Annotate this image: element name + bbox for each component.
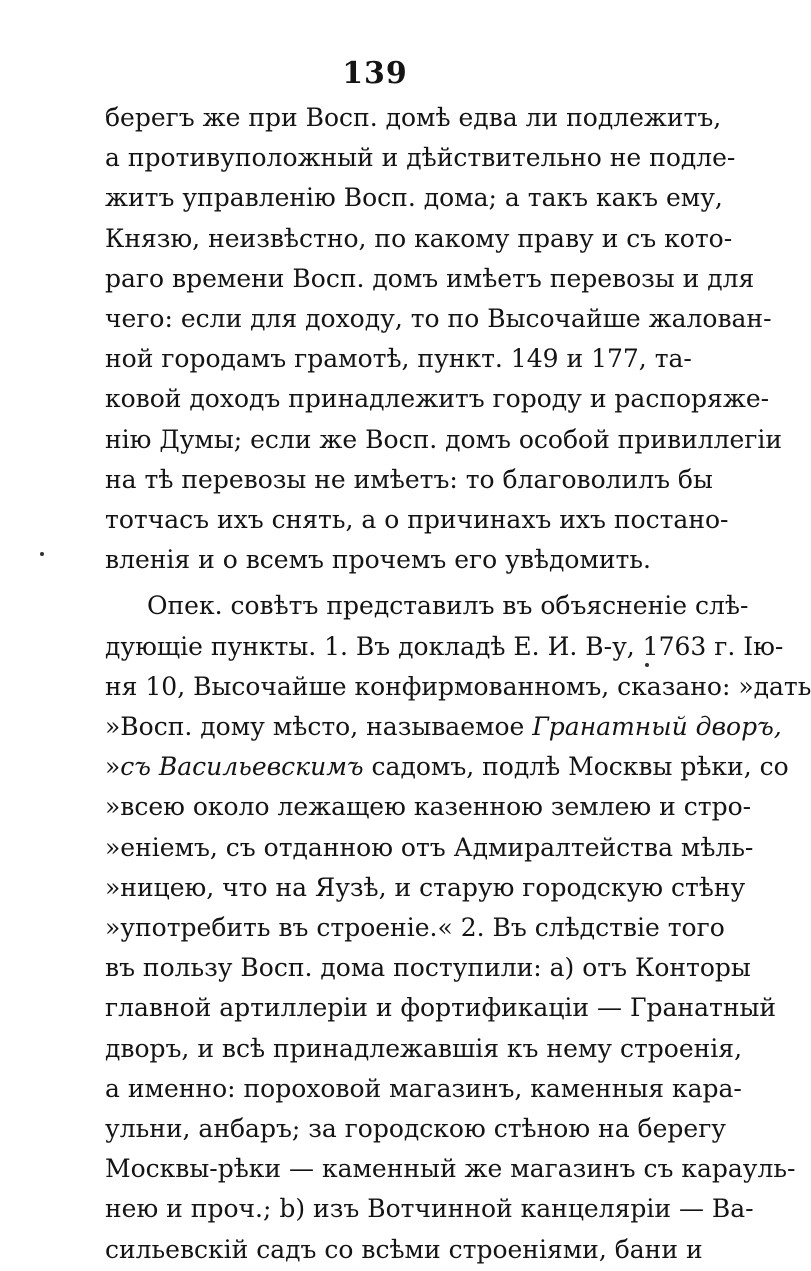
text-line (105, 177, 723, 219)
text-line (147, 585, 749, 627)
text-line (105, 706, 782, 748)
text-segment: берегъ же при Восп. домѣ едва ли подлежитъ, (105, 103, 722, 132)
text-line (105, 218, 733, 260)
text-line (105, 1229, 703, 1271)
text-line (105, 338, 692, 380)
text-line (105, 1028, 743, 1070)
text-segment: » (105, 752, 121, 782)
text-segment: на тѣ перевозы не имѣетъ: то благоволилъ бы (105, 464, 713, 494)
text-segment: дворъ, и всѣ принадлежавшія къ нему строенія, (105, 1033, 743, 1063)
text-segment: дующіе пункты. 1. Въ докладѣ Е. И. В-у, 1763 г. Ію- (105, 631, 784, 661)
text-segment: садомъ, подлѣ Москвы рѣки, со (363, 752, 789, 782)
text-line (105, 626, 784, 668)
text-segment: »ницею, что на Яузѣ, и старую городскую стѣну (105, 872, 746, 902)
text-segment: главной артиллеріи и фортификаціи — Гранатный (105, 993, 777, 1023)
text-line (105, 419, 783, 461)
text-line (105, 539, 655, 581)
text-line (105, 298, 772, 340)
italic-text: съ Васильевскимъ (120, 752, 364, 782)
text-line (105, 947, 751, 989)
text-segment: »употребить въ строеніе.« 2. Въ слѣдствіе того (105, 913, 725, 942)
text-segment: вленія и о всемъ прочемъ его увѣдомить. (105, 545, 651, 575)
text-segment: раго времени Восп. домъ имѣетъ перевозы и для (105, 263, 755, 293)
text-segment: »еніемъ, съ отданною отъ Адмиралтейства мѣль- (105, 832, 754, 862)
text-segment: а противуположный и дѣйствительно не подле- (105, 143, 736, 173)
text-segment: нею и проч.; b) изъ Вотчинной канцеляріи — Ва- (105, 1194, 754, 1224)
text-segment: ня 10, Высочайше конфирмованномъ, сказано: »дать (105, 671, 811, 701)
text-segment: »всею около лежащею казенною землею и стро- (105, 792, 752, 822)
text-segment: нію Думы; если же Восп. домъ особой привиллегіи (105, 424, 783, 454)
text-segment: ной городамъ грамотѣ, пункт. 149 и 177, та- (105, 344, 692, 374)
text-line (105, 499, 729, 541)
text-segment: въ пользу Восп. дома поступили: a) отъ Конторы (105, 953, 751, 983)
text-line (105, 987, 777, 1029)
text-segment: »Восп. дому мѣсто, называемое (105, 712, 533, 741)
text-segment: а именно: пороховой магазинъ, каменныя кара- (105, 1073, 742, 1103)
text-line (105, 666, 811, 708)
text-line (105, 786, 752, 828)
text-line (105, 827, 754, 869)
page-number: 139 (342, 56, 408, 91)
text-line (105, 137, 736, 179)
text-line (105, 907, 725, 949)
text-line (105, 1108, 726, 1150)
text-segment: Москвы-рѣки — каменный же магазинъ съ карауль- (105, 1154, 796, 1184)
text-line (105, 867, 746, 909)
text-line (105, 258, 755, 300)
text-line (105, 459, 713, 501)
italic-text: Гранатный дворъ, (532, 712, 782, 741)
text-segment: Опек. совѣтъ представилъ въ объясненіе слѣ- (147, 591, 749, 621)
text-segment: чего: если для доходу, то по Высочайше жалован- (105, 304, 772, 333)
text-segment: ульни, анбаръ; за городскою стѣною на берегу (105, 1114, 726, 1143)
text-line (105, 1188, 754, 1230)
text-line (105, 1068, 742, 1110)
stray-mark (645, 663, 649, 667)
text-line (105, 97, 722, 139)
stray-mark (40, 552, 44, 556)
text-line (105, 746, 789, 788)
text-segment: Князю, неизвѣстно, по какому праву и съ кото- (105, 223, 733, 253)
text-segment: ковой доходъ принадлежитъ городу и распоряже- (105, 384, 770, 414)
text-segment: тотчасъ ихъ снять, а о причинахъ ихъ постано- (105, 505, 729, 534)
text-segment: сильевскій садъ со всѣми строеніями, бани и (105, 1234, 703, 1264)
text-line (105, 1148, 796, 1190)
text-line (105, 378, 770, 420)
text-segment: житъ управленію Восп. дома; а такъ какъ ему, (105, 183, 723, 213)
